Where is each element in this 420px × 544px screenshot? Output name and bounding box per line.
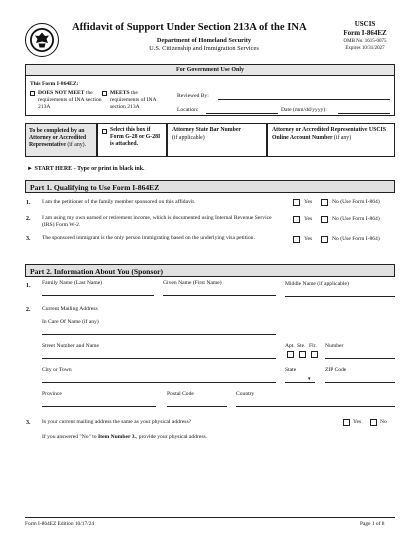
part1-item1-no-checkbox[interactable] — [321, 199, 328, 206]
online-account-cell[interactable] — [267, 123, 395, 157]
if-no-item: Item Number 3. — [98, 434, 136, 440]
postal-code-field[interactable] — [167, 406, 227, 407]
part1-item1-yes-label: Yes — [304, 199, 313, 205]
bar-number-if: (if applicable) — [172, 135, 205, 141]
same-address-yes-label: Yes — [353, 419, 362, 425]
g28-cell — [97, 123, 167, 157]
part1-item2-no-checkbox[interactable] — [321, 216, 328, 223]
street-label: Street Number and Name — [42, 343, 100, 349]
online-account-label — [272, 127, 394, 142]
date-label: Date (mm/dd/yyyy): — [281, 107, 327, 113]
province-label: Province — [42, 391, 62, 397]
attorney-completed-by-text — [29, 128, 97, 150]
part1-item2-yes-label: Yes — [304, 216, 313, 222]
part1-item3-no-checkbox[interactable] — [321, 236, 328, 243]
same-address-yes-checkbox[interactable] — [343, 419, 350, 426]
ste-label: Ste. — [297, 343, 306, 349]
footer-divider — [25, 517, 395, 518]
part1-item1-number: 1. — [26, 200, 31, 206]
government-use-heading — [25, 64, 395, 76]
attorney-if-any: (if any). — [67, 142, 87, 149]
footer-page-number: Page 1 of 8 — [360, 521, 385, 527]
online-account-if: (if any) — [333, 134, 352, 141]
state-label: State — [285, 367, 297, 373]
meets-label: MEETS — [110, 90, 130, 96]
agency-name: U.S. Citizenship and Immigration Services — [149, 45, 259, 52]
does-not-meet-text — [38, 90, 102, 111]
department-name: Department of Homeland Security — [156, 37, 252, 44]
footer-edition: Form I-864EZ Edition 10/17/24 — [25, 521, 95, 527]
apt-checkbox[interactable] — [287, 351, 294, 358]
part2-title: Part 2. Information About You (Sponsor) — [30, 267, 164, 276]
form-title: Affidavit of Support Under Section 213A of the INA — [72, 22, 307, 33]
zip-field[interactable] — [325, 382, 395, 383]
city-field[interactable] — [42, 382, 276, 383]
this-form-label: This Form I-864EZ: — [30, 81, 79, 87]
start-here-instruction: ► START HERE - Type or print in black ink. — [27, 166, 145, 172]
same-address-question: Is your current mailing address the same as your physical address? — [42, 419, 192, 425]
g28-label: Select this box if Form G-28 or G-28I is attached. — [110, 127, 161, 148]
meets-text — [110, 90, 166, 111]
date-line[interactable] — [338, 113, 390, 114]
attorney-completed-by-cell — [25, 123, 97, 157]
meets-checkbox[interactable] — [102, 91, 107, 96]
reviewed-by-label: Reviewed By: — [177, 93, 209, 99]
same-address-no-checkbox[interactable] — [370, 419, 377, 426]
middle-name-field[interactable] — [285, 296, 395, 297]
same-address-no-label: No — [380, 419, 387, 425]
part1-title: Part 1. Qualifying to Use Form I-864EZ — [30, 183, 160, 192]
online-account-text: Attorney or Accredited Representative USCIS Online Account Number — [272, 127, 386, 141]
apt-label: Apt. — [285, 343, 295, 349]
in-care-of-field[interactable] — [42, 334, 276, 335]
part1-item3-text: The sponsored immigrant is the only person immigrating based on the underlying visa petition. — [42, 235, 255, 241]
country-field[interactable] — [236, 406, 395, 407]
dhs-seal — [25, 23, 59, 57]
in-care-of-label: In Care Of Name (if any) — [42, 319, 99, 325]
bar-number-label: Attorney State Bar Number — [172, 127, 241, 133]
city-label: City or Town — [42, 367, 72, 373]
zip-label: ZIP Code — [325, 367, 347, 373]
bar-number-cell[interactable] — [167, 123, 267, 157]
part2-item1-number: 1. — [26, 283, 31, 289]
does-not-meet-checkbox[interactable] — [30, 91, 35, 96]
part1-item2-text: I am using my own earned or retirement income, which is documented using Internal Revenue Service (IRS) Form W-2. — [42, 215, 272, 229]
does-not-meet-rest: the requirements of INA section 213A — [38, 90, 102, 110]
postal-code-label: Postal Code — [167, 391, 194, 397]
part1-item3-yes-checkbox[interactable] — [293, 236, 300, 243]
state-field[interactable] — [285, 382, 315, 383]
part2-header — [25, 264, 395, 277]
family-name-field[interactable] — [42, 295, 154, 296]
part1-item3-no-label: No (Use Form I-864) — [332, 236, 380, 242]
part2-item2-number: 2. — [26, 307, 31, 313]
flr-checkbox[interactable] — [311, 351, 318, 358]
part1-item2-yes-checkbox[interactable] — [293, 216, 300, 223]
unit-number-field[interactable] — [325, 358, 395, 359]
flr-label: Flr. — [309, 343, 317, 349]
if-no-instruction — [42, 434, 207, 440]
dhs-seal-icon — [25, 23, 59, 57]
country-label: Country — [236, 391, 255, 397]
location-line[interactable] — [206, 113, 278, 114]
part1-item3-number: 3. — [26, 236, 31, 242]
part1-header — [25, 180, 395, 193]
part1-item2-number: 2. — [26, 216, 31, 222]
g28-checkbox[interactable] — [102, 129, 107, 134]
if-no-suffix: , provide your physical address. — [135, 434, 208, 440]
uscis-label: USCIS — [354, 20, 376, 28]
province-field[interactable] — [42, 406, 156, 407]
part1-item1-no-label: No (Use Form I-864) — [332, 199, 380, 205]
family-name-label: Family Name (Last Name) — [42, 280, 103, 286]
does-not-meet-label: DOES NOT MEET — [38, 90, 85, 96]
ste-checkbox[interactable] — [299, 351, 306, 358]
unit-number-label: Number — [325, 343, 344, 349]
if-no-prefix: If you answered "No" to — [42, 434, 97, 440]
attorney-completed-by-label: To be completed by an Attorney or Accredited Representative — [29, 128, 87, 149]
part2-item3-number: 3. — [26, 420, 31, 426]
meets-rest: the requirements of INA section 213A — [110, 90, 157, 110]
part1-item2-no-label: No (Use Form I-864) — [332, 216, 380, 222]
given-name-field[interactable] — [163, 295, 276, 296]
state-dropdown-icon[interactable]: ▾ — [308, 377, 311, 382]
form-number: Form I-864EZ — [343, 29, 387, 37]
location-label: Location: — [177, 107, 199, 113]
middle-name-label: Middle Name (if applicable) — [285, 281, 349, 287]
omb-number: OMB No. 1615-0075 — [343, 39, 387, 44]
government-use-heading-text: For Government Use Only — [175, 67, 245, 73]
street-field[interactable] — [42, 358, 276, 359]
part1-item1-yes-checkbox[interactable] — [293, 199, 300, 206]
expiration-date: Expires 10/31/2027 — [345, 46, 385, 51]
part1-item1-text: I am the petitioner of the family member sponsored on this affidavit. — [42, 199, 196, 205]
part1-item3-yes-label: Yes — [304, 236, 313, 242]
given-name-label: Given Name (First Name) — [163, 280, 222, 286]
reviewed-by-line[interactable] — [218, 99, 390, 100]
mailing-address-label: Current Mailing Address — [42, 306, 98, 312]
